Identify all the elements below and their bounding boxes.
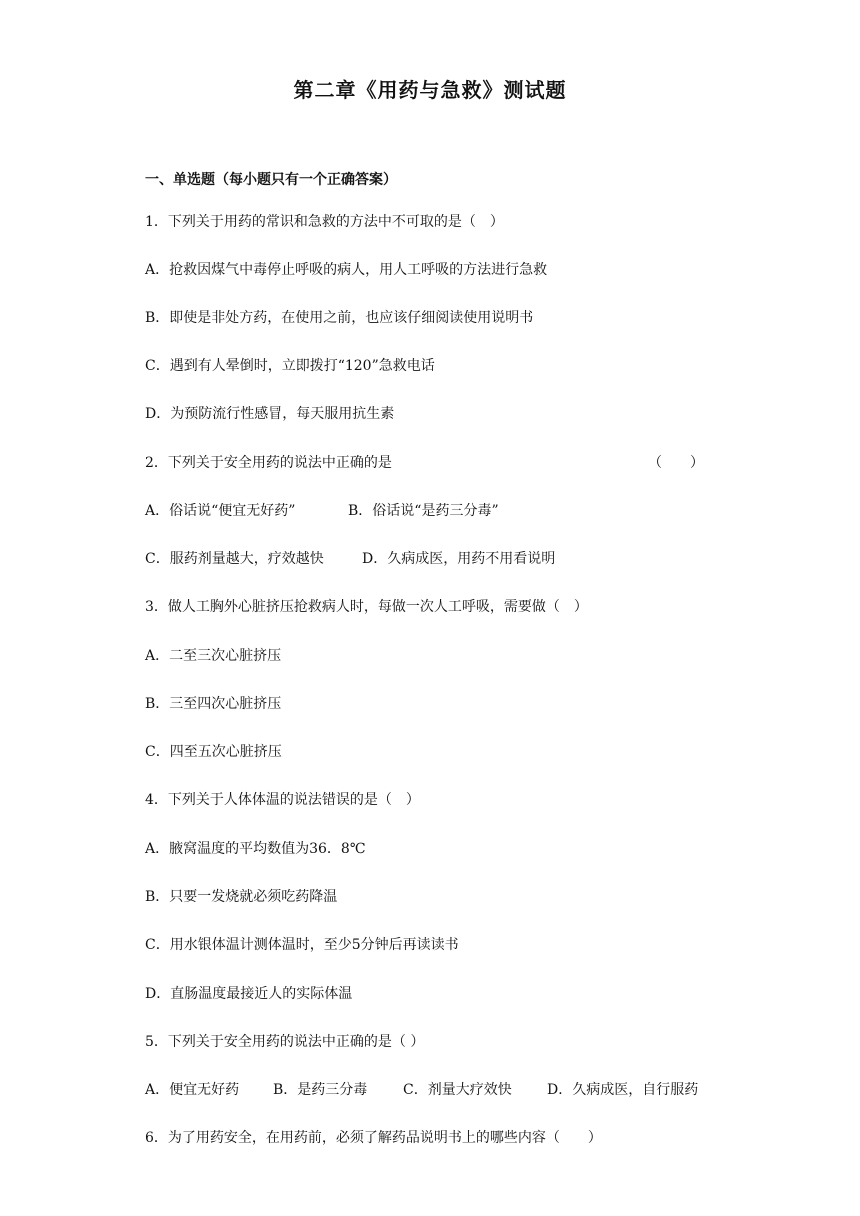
page-title: 第二章《用药与急救》测试题 <box>293 78 567 102</box>
question-2-option-b: B．俗话说“是药三分毒” <box>348 503 499 519</box>
question-2-stem: 2．下列关于安全用药的说法中正确的是 <box>145 455 392 471</box>
question-1-stem: 1．下列关于用药的常识和急救的方法中不可取的是（ ） <box>145 214 504 230</box>
question-4-option-d: D．直肠温度最接近人的实际体温 <box>145 986 353 1002</box>
question-3-option-c: C．四至五次心脏挤压 <box>145 744 282 760</box>
question-2-option-c: C．服药剂量越大，疗效越快 <box>145 551 324 567</box>
question-4-option-b: B．只要一发烧就必须吃药降温 <box>145 889 338 905</box>
question-3-option-a: A．二至三次心脏挤压 <box>145 648 282 664</box>
question-4-option-c: C．用水银体温计测体温时，至少5分钟后再读读书 <box>145 937 459 953</box>
question-3-option-b: B．三至四次心脏挤压 <box>145 696 282 712</box>
question-6-stem: 6．为了用药安全，在用药前，必须了解药品说明书上的哪些内容（ ） <box>145 1130 602 1146</box>
question-1-option-b: B．即使是非处方药，在使用之前，也应该仔细阅读使用说明书 <box>145 310 534 326</box>
question-2-option-d: D．久病成医，用药不用看说明 <box>362 551 556 567</box>
question-3-stem: 3．做人工胸外心脏挤压抢救病人时，每做一次人工呼吸，需要做（ ） <box>145 599 588 615</box>
question-1-option-a: A．抢救因煤气中毒停止呼吸的病人，用人工呼吸的方法进行急救 <box>145 262 548 278</box>
question-2-option-a: A．俗话说“便宜无好药” <box>145 503 296 519</box>
question-1-option-c: C．遇到有人晕倒时，立即拨打“120”急救电话 <box>145 358 435 374</box>
question-1-option-d: D．为预防流行性感冒，每天服用抗生素 <box>145 406 395 422</box>
question-5-option-c: C．剂量大疗效快 <box>403 1082 512 1098</box>
question-5-stem: 5．下列关于安全用药的说法中正确的是（ ） <box>145 1034 425 1050</box>
question-5-option-b: B．是药三分毒 <box>273 1082 368 1098</box>
question-2-answer-paren: （ ） <box>648 455 704 471</box>
question-4-stem: 4．下列关于人体体温的说法错误的是（ ） <box>145 792 420 808</box>
question-5-option-d: D．久病成医，自行服药 <box>547 1082 699 1098</box>
section-heading: 一、单选题（每小题只有一个正确答案） <box>145 172 397 188</box>
question-5-option-a: A．便宜无好药 <box>145 1082 240 1098</box>
question-4-option-a: A．腋窝温度的平均数值为36．8℃ <box>145 841 366 857</box>
